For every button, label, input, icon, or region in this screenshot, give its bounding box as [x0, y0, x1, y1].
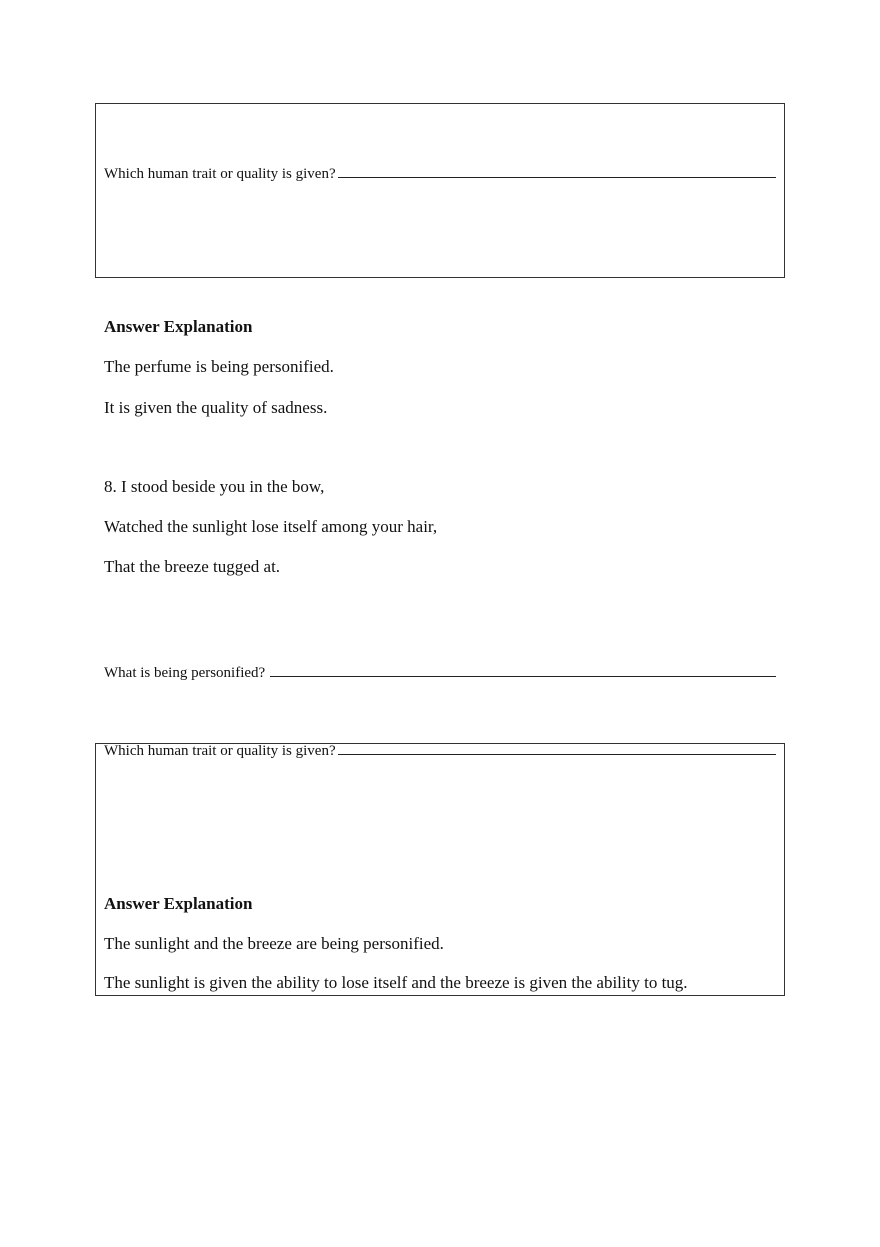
q8-personified-prompt-row — [104, 662, 776, 682]
q7-explanation-heading: Answer Explanation — [104, 317, 253, 336]
q8-poem-line-2: Watched the sunlight lose itself among your hair, — [104, 517, 438, 536]
q8-trait-prompt-row — [104, 740, 776, 760]
q7-explanation-line-2: It is given the quality of sadness. — [104, 398, 328, 417]
q7-trait-answer-blank[interactable] — [338, 163, 776, 178]
q7-trait-prompt: Which human trait or quality is given? — [104, 166, 336, 182]
answer-box-q8 — [95, 743, 785, 996]
q8-trait-prompt: Which human trait or quality is given? — [104, 743, 336, 759]
q8-explanation-line-1: The sunlight and the breeze are being personified. — [104, 934, 444, 953]
q7-explanation-line-1: The perfume is being personified. — [104, 357, 334, 376]
q7-trait-prompt-row — [104, 163, 776, 183]
q8-explanation-heading: Answer Explanation — [104, 894, 253, 913]
q8-personified-answer-blank[interactable] — [270, 662, 776, 677]
q8-trait-answer-blank[interactable] — [338, 740, 776, 755]
q8-explanation-line-2: The sunlight is given the ability to lose itself and the breeze is given the ability to tug. — [104, 973, 688, 992]
q8-personified-prompt: What is being personified? — [104, 665, 266, 681]
q8-poem-line-3: That the breeze tugged at. — [104, 557, 281, 576]
q8-poem-line-1: 8. I stood beside you in the bow, — [104, 477, 325, 496]
answer-box-q7 — [95, 103, 785, 278]
